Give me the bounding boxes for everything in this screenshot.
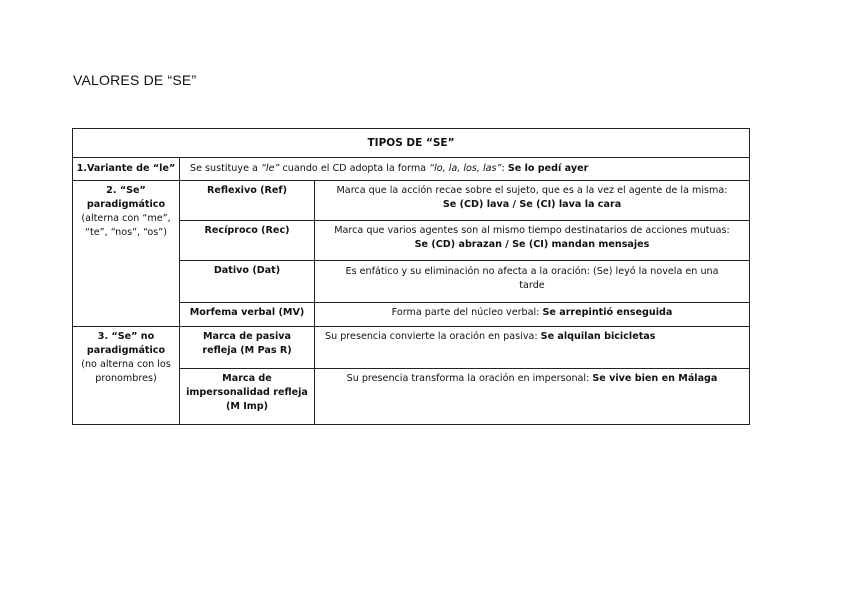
paradigmatic-title: 2. “Se” paradigmático <box>86 185 166 210</box>
table-header: TIPOS DE “SE” <box>73 129 750 158</box>
se-types-table <box>72 128 750 425</box>
passive-description: Su presencia convierte la oración en pasiva: Se alquilan bicicletas <box>315 327 750 369</box>
dative-description: Es enfático y su eliminación no afecta a la oración: (Se) leyó la novela en una tarde <box>315 261 750 303</box>
variant-description: Se sustituye a “le” cuando el CD adopta la forma “lo, la, los, las”: Se lo pedí ayer <box>180 158 750 181</box>
passive-type: Marca de pasiva refleja (M Pas R) <box>180 327 315 369</box>
paradigmatic-note: (alterna con “me”, “te”, “nos”, “os”) <box>81 213 171 238</box>
reflexive-row <box>73 181 750 221</box>
non-paradigmatic-note: (no alterna con los pronombres) <box>81 359 171 384</box>
passive-row <box>73 327 750 369</box>
variant-label: 1.Variante de “le” <box>73 158 180 181</box>
table-header-row <box>73 129 750 158</box>
paradigmatic-cell <box>73 181 180 327</box>
verbal-morpheme-description: Forma parte del núcleo verbal: Se arrepintió enseguida <box>315 303 750 327</box>
dative-type: Dativo (Dat) <box>180 261 315 303</box>
reciprocal-type: Recíproco (Rec) <box>180 221 315 261</box>
variant-row <box>73 158 750 181</box>
non-paradigmatic-title: 3. “Se” no paradigmático <box>86 331 166 356</box>
reciprocal-description: Marca que varios agentes son al mismo tiempo destinatarios de acciones mutuas: Se (CD) abrazan / Se (CI) mandan mensajes <box>315 221 750 261</box>
verbal-morpheme-type: Morfema verbal (MV) <box>180 303 315 327</box>
reflexive-type: Reflexivo (Ref) <box>180 181 315 221</box>
reflexive-description: Marca que la acción recae sobre el sujeto, que es a la vez el agente de la misma: Se (CD) lava / Se (CI) lava la cara <box>315 181 750 221</box>
impersonal-description: Su presencia transforma la oración en impersonal: Se vive bien en Málaga <box>315 369 750 425</box>
page-title: VALORES DE “SE” <box>73 72 197 88</box>
impersonal-type: Marca de impersonalidad refleja (M Imp) <box>180 369 315 425</box>
non-paradigmatic-cell <box>73 327 180 425</box>
